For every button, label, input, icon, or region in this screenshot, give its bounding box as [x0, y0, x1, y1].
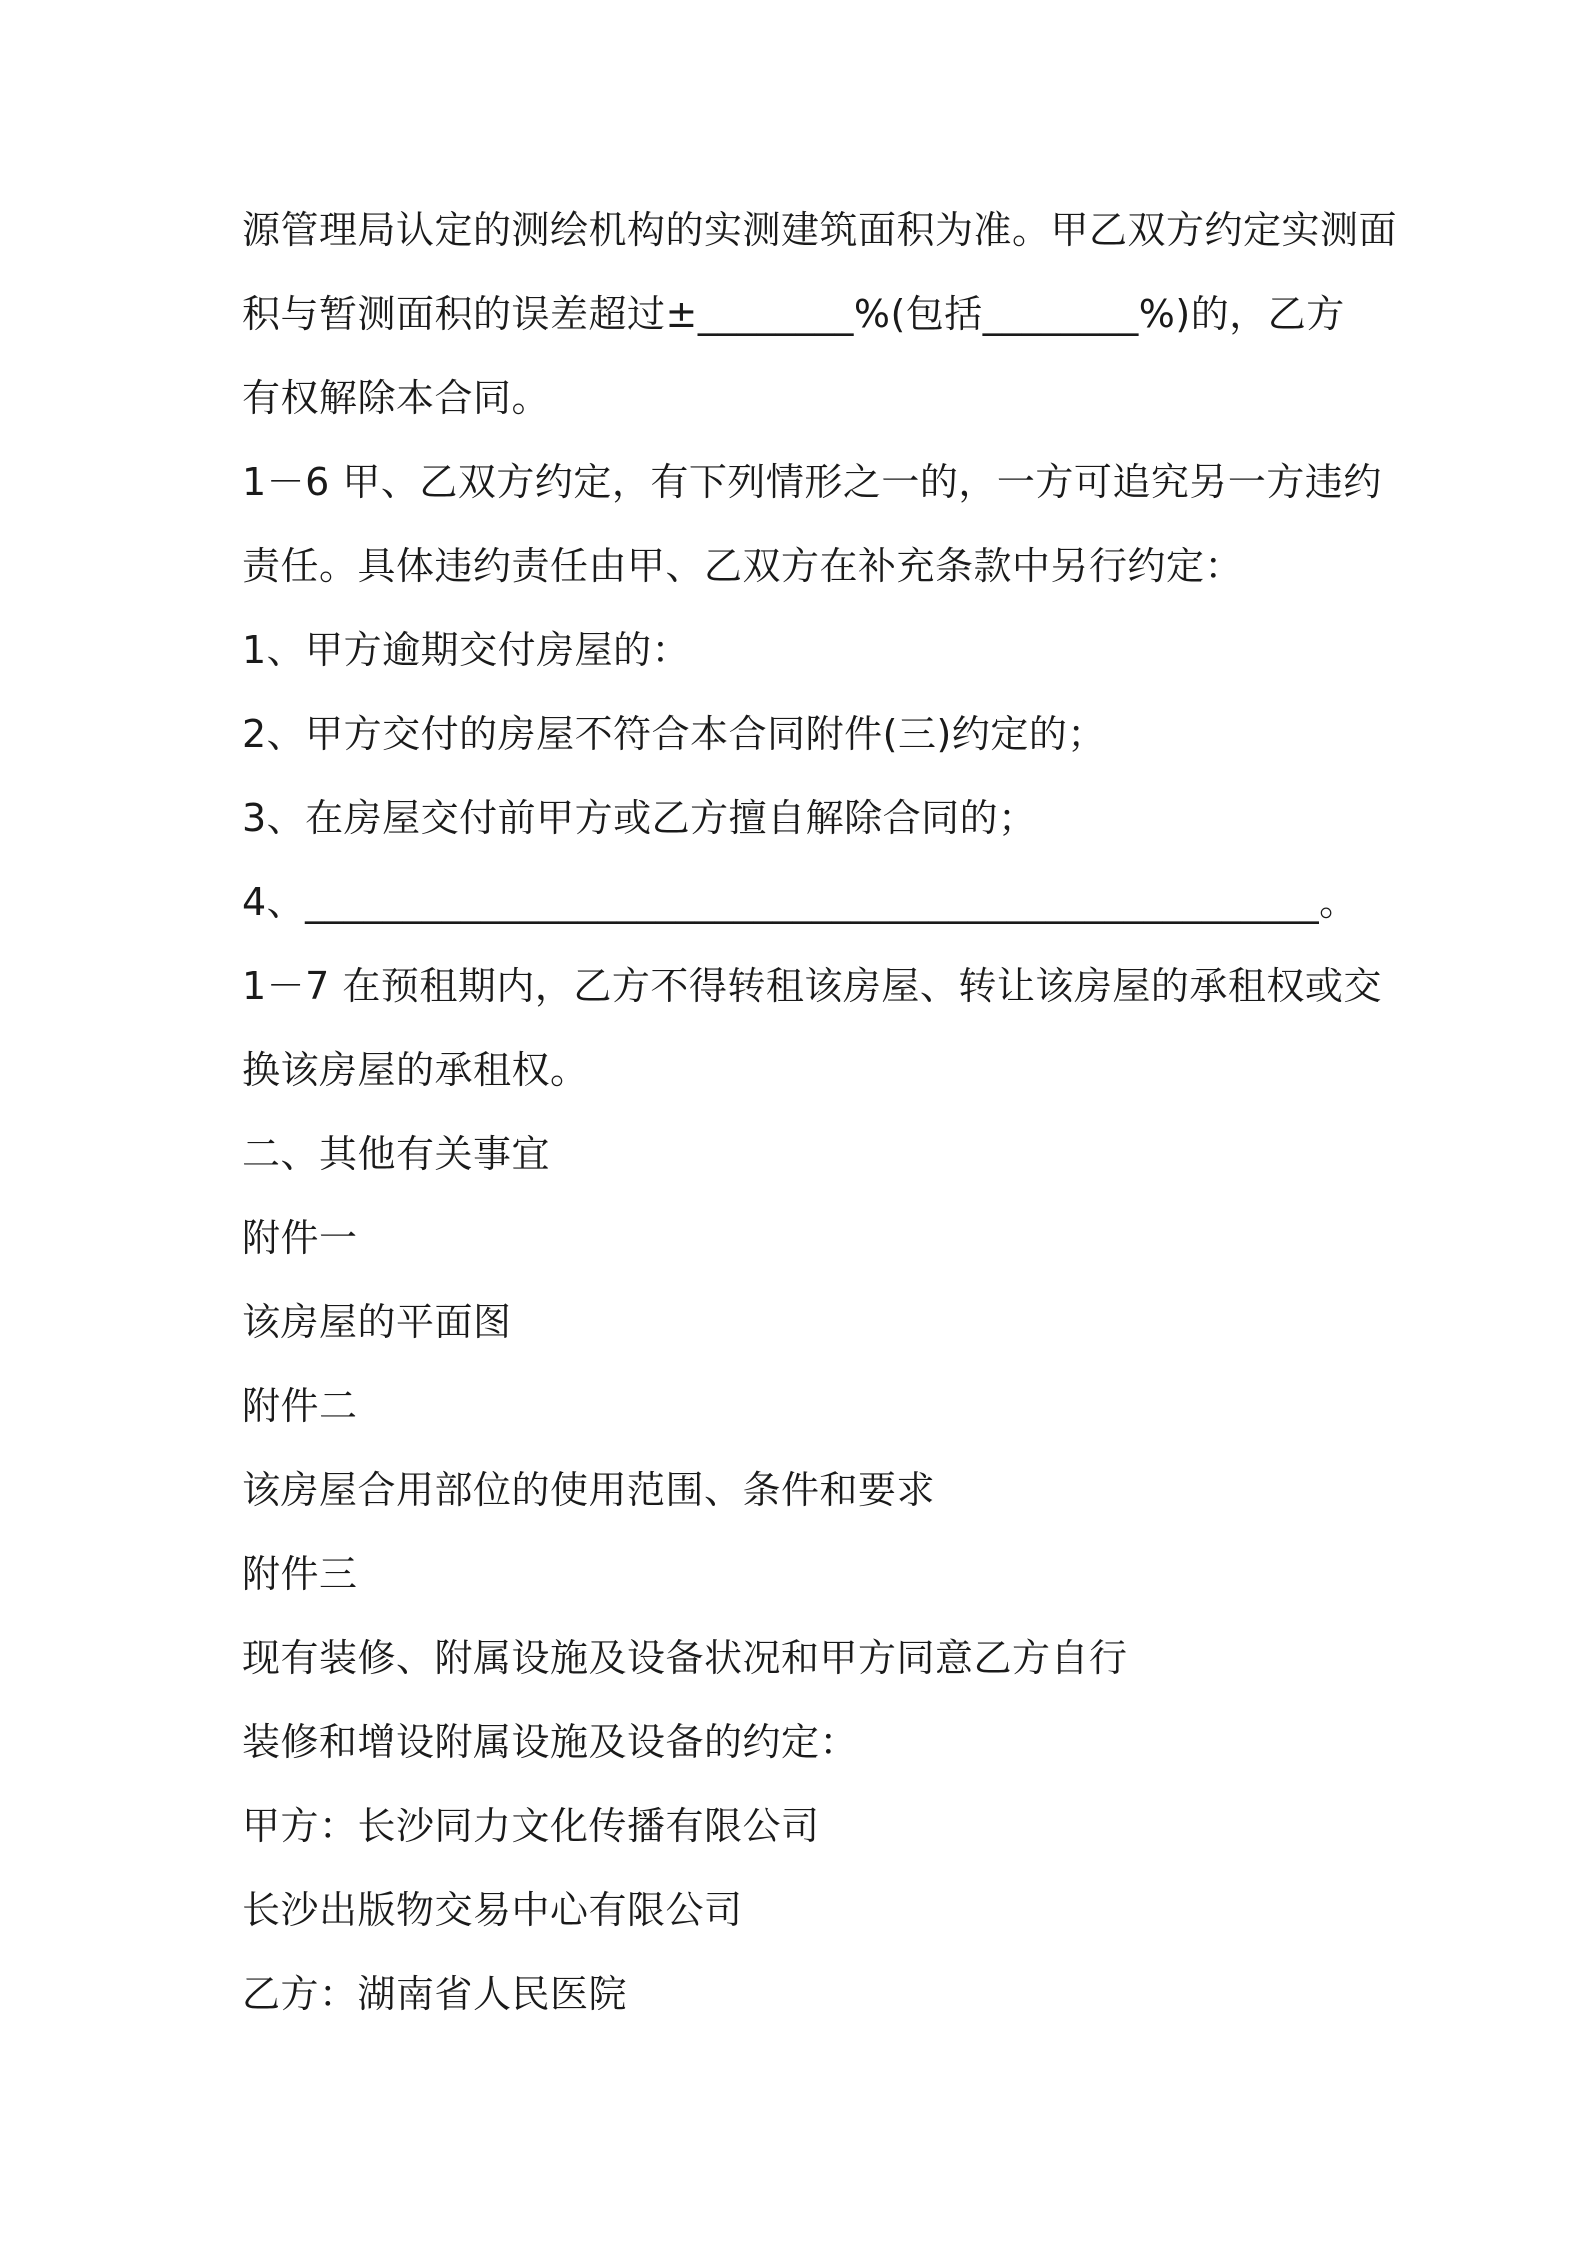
party-b-line: 乙方：湖南省人民医院 — [242, 1972, 628, 2016]
attachment-heading: 附件二 — [242, 1384, 358, 1428]
attachment-heading: 附件一 — [242, 1216, 358, 1260]
clause-1-7-line: 1－7 在预租期内，乙方不得转租该房屋、转让该房屋的承租权或交 — [242, 964, 1382, 1008]
party-a-line: 甲方：长沙同力文化传播有限公司 — [242, 1804, 820, 1848]
paragraph-line: 责任。具体违约责任由甲、乙双方在补充条款中另行约定： — [242, 544, 1244, 588]
party-a-line: 长沙出版物交易中心有限公司 — [242, 1888, 743, 1932]
attachment-heading: 附件三 — [242, 1552, 358, 1596]
paragraph-line: 源管理局认定的测绘机构的实测建筑面积为准。甲乙双方约定实测面 — [242, 208, 1398, 252]
paragraph-line: 积与暂测面积的误差超过±________%(包括________%)的，乙方 — [242, 292, 1345, 336]
clause-1-6-line: 1－6 甲、乙双方约定，有下列情形之一的，一方可追究另一方违约 — [242, 460, 1382, 504]
document-body — [242, 200, 1398, 2048]
section-heading: 二、其他有关事宜 — [242, 1132, 551, 1176]
attachment-title: 装修和增设附属设施及设备的约定： — [242, 1720, 859, 1764]
paragraph-line: 有权解除本合同。 — [242, 376, 551, 420]
list-item: 2、甲方交付的房屋不符合本合同附件(三)约定的； — [242, 712, 1106, 756]
list-item: 1、甲方逾期交付房屋的： — [242, 628, 691, 672]
attachment-title: 现有装修、附属设施及设备状况和甲方同意乙方自行 — [242, 1636, 1128, 1680]
attachment-title: 该房屋的平面图 — [242, 1300, 512, 1344]
list-item: 3、在房屋交付前甲方或乙方擅自解除合同的； — [242, 796, 1037, 840]
paragraph-line: 换该房屋的承租权。 — [242, 1048, 589, 1092]
attachment-title: 该房屋合用部位的使用范围、条件和要求 — [242, 1468, 936, 1512]
list-item: 4、____________________________________________________。 — [242, 880, 1358, 924]
